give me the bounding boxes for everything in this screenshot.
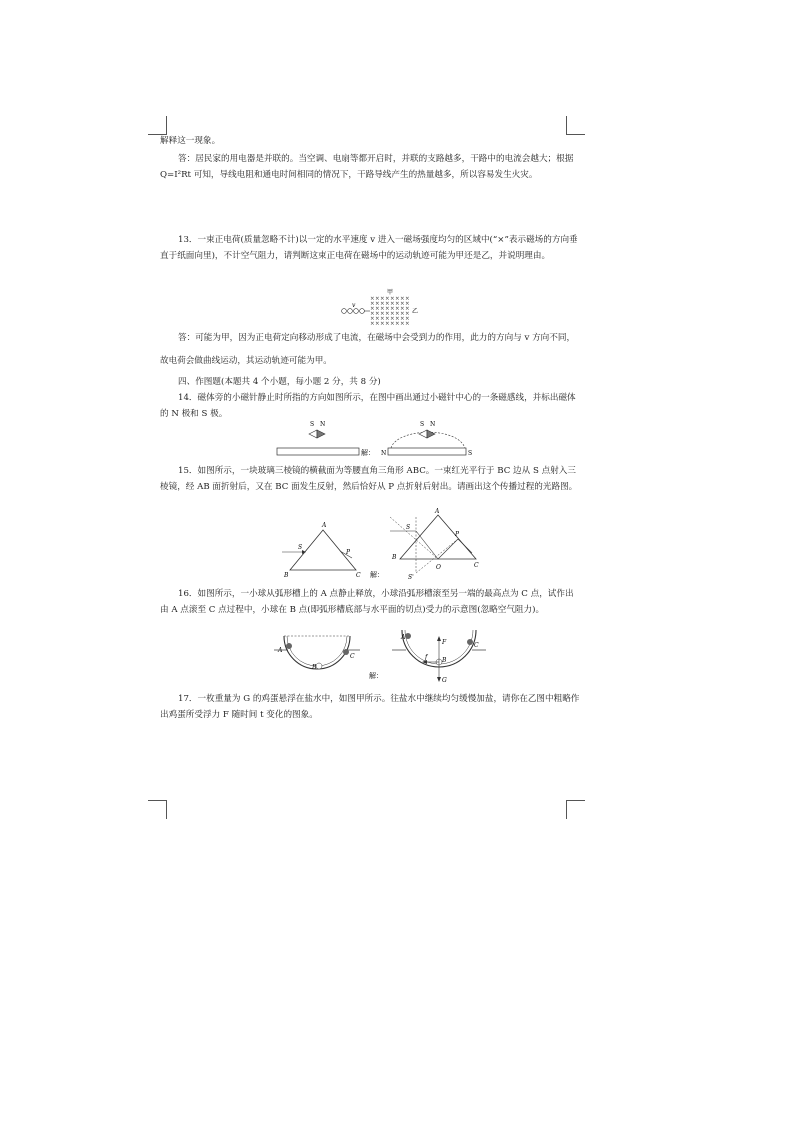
- question-14: 14．磁体旁的小磁针静止时所指的方向如图所示，在图中画出通过小磁针中心的一条磁感线，并标出磁体的 N 极和 S 极。: [160, 393, 576, 419]
- section-4-heading: 四、作图题(本题共 4 个小题，每小题 2 分，共 8 分): [178, 377, 381, 387]
- svg-text:×: ×: [380, 321, 385, 327]
- question-15: 15．如图所示，一块玻璃三棱镜的横截面为等腰直角三角形 ABC。一束红光平行于 BC 边从 S 点射入三棱镜，经 AB 面折射后，又在 BC 面发生反射，然后恰好从 P 点折射后射出。请画出这个传播过程的光路图。: [160, 466, 578, 492]
- svg-text:C: C: [474, 562, 479, 569]
- svg-text:×: ×: [370, 316, 375, 322]
- figure-15-prism: [278, 507, 488, 581]
- svg-text:×: ×: [390, 316, 395, 322]
- label-friction: f: [425, 654, 428, 661]
- label-jia: 甲: [387, 289, 394, 296]
- svg-text:×: ×: [400, 316, 405, 322]
- svg-text:×: ×: [385, 316, 390, 322]
- svg-text:×: ×: [380, 296, 385, 302]
- svg-text:×: ×: [405, 306, 410, 312]
- figure-16-arc-track: [272, 628, 497, 682]
- answer-12: 答：居民家的用电器是并联的。当空调、电扇等都开启时，并联的支路越多，干路中的电流会越大；根据 Q=I²Rt 可知，导线电阻和通电时间相同的情况下，干路导线产生的热量越多，所以容易发生火灾。: [160, 154, 574, 180]
- svg-text:×: ×: [405, 296, 410, 302]
- svg-text:×: ×: [380, 311, 385, 317]
- question-16: 16．如图所示，一小球从弧形槽上的 A 点静止释放，小球沿弧形槽滚至另一端的最高点为 C 点，试作出由 A 点滚至 C 点过程中，小球在 B 点(即弧形槽底部与水平面的切点)受力的示意图(忽略空气阻力)。: [160, 589, 574, 615]
- label-s-answer: S: [468, 450, 473, 457]
- label-jie-15: 解：: [370, 571, 384, 579]
- svg-text:×: ×: [395, 316, 400, 322]
- svg-text:A: A: [435, 508, 440, 515]
- svg-text:×: ×: [380, 301, 385, 307]
- svg-text:N: N: [430, 421, 436, 428]
- svg-text:×: ×: [385, 296, 390, 302]
- label-v: v: [352, 302, 356, 309]
- label-a: A: [322, 522, 327, 529]
- svg-text:×: ×: [390, 306, 395, 312]
- label-p: P: [346, 549, 351, 556]
- label-b: B: [284, 572, 289, 579]
- svg-text:×: ×: [375, 316, 380, 322]
- svg-text:×: ×: [380, 306, 385, 312]
- svg-text:×: ×: [400, 321, 405, 327]
- svg-text:×: ×: [375, 306, 380, 312]
- svg-text:×: ×: [375, 311, 380, 317]
- figure-14-magnet: [275, 418, 485, 460]
- svg-text:S: S: [420, 421, 425, 428]
- label-f: F: [442, 639, 447, 646]
- svg-text:×: ×: [370, 321, 375, 327]
- svg-text:×: ×: [385, 306, 390, 312]
- label-s: S: [310, 421, 315, 428]
- svg-text:×: ×: [395, 311, 400, 317]
- label-s-prime: S': [408, 574, 414, 581]
- svg-text:P: P: [455, 531, 460, 538]
- label-a: A: [278, 647, 283, 654]
- svg-text:×: ×: [390, 311, 395, 317]
- label-jie-14: 解：: [361, 449, 375, 457]
- compass-needle-s: [309, 430, 317, 438]
- svg-text:×: ×: [385, 311, 390, 317]
- crop-mark-bottom-left: [148, 800, 167, 819]
- label-s: S: [298, 544, 303, 551]
- label-c: C: [356, 572, 361, 579]
- svg-text:×: ×: [400, 306, 405, 312]
- magnetic-field-x-marks: [370, 296, 410, 327]
- svg-text:×: ×: [370, 301, 375, 307]
- question-17: 17．一枚重量为 G 的鸡蛋悬浮在盐水中，如图甲所示。往盐水中继续均匀缓慢加盐，请你在乙图中粗略作出鸡蛋所受浮力 F 随时间 t 变化的图象。: [160, 694, 580, 720]
- top-line: 解释这一现象。: [160, 136, 221, 146]
- svg-text:×: ×: [370, 296, 375, 302]
- svg-text:C: C: [474, 642, 479, 649]
- svg-text:×: ×: [405, 321, 410, 327]
- svg-text:A: A: [401, 634, 406, 641]
- svg-text:×: ×: [405, 311, 410, 317]
- svg-text:×: ×: [400, 301, 405, 307]
- answer-13: 答：可能为甲，因为正电荷定向移动形成了电流，在磁场中会受到力的作用，此力的方向与 v 方向不同，故电荷会做曲线运动，其运动轨迹可能为甲。: [160, 333, 576, 366]
- label-n-answer: N: [381, 450, 387, 457]
- label-b: B: [312, 664, 317, 671]
- svg-text:×: ×: [375, 321, 380, 327]
- ball-a: [286, 643, 292, 649]
- svg-text:×: ×: [405, 316, 410, 322]
- svg-text:B: B: [442, 657, 447, 664]
- bar-magnet: [277, 448, 359, 455]
- svg-text:×: ×: [400, 296, 405, 302]
- svg-text:×: ×: [390, 321, 395, 327]
- svg-text:×: ×: [380, 316, 385, 322]
- svg-text:×: ×: [405, 301, 410, 307]
- label-c: C: [350, 653, 355, 660]
- svg-text:×: ×: [370, 311, 375, 317]
- bar-magnet-answer: [388, 448, 466, 455]
- label-yi: 乙: [412, 308, 419, 315]
- svg-text:×: ×: [385, 301, 390, 307]
- label-g: G: [442, 677, 447, 682]
- label-jie-16: 解：: [369, 672, 383, 680]
- svg-text:×: ×: [370, 306, 375, 312]
- question-13: 13．一束正电荷(质量忽略不计)以一定的水平速度 v 进入一磁场强度均匀的区域中(“×”表示磁场的方向垂直于纸面向里)，不计空气阻力，请判断这束正电荷在磁场中的运动轨迹可能为甲还是乙，并说明理由。: [160, 235, 578, 261]
- svg-text:×: ×: [395, 306, 400, 312]
- svg-text:B: B: [392, 554, 397, 561]
- label-o: O: [436, 564, 441, 571]
- prism-triangle-answer: [400, 515, 476, 559]
- figure-13-magnetic-field: [340, 287, 450, 329]
- crop-mark-bottom-right: [566, 800, 585, 819]
- svg-text:×: ×: [400, 311, 405, 317]
- charge-circles: [342, 309, 365, 314]
- svg-text:×: ×: [395, 321, 400, 327]
- svg-text:×: ×: [375, 301, 380, 307]
- svg-text:S: S: [406, 524, 411, 531]
- label-n: N: [320, 421, 326, 428]
- svg-text:×: ×: [395, 301, 400, 307]
- svg-text:×: ×: [390, 296, 395, 302]
- svg-text:×: ×: [390, 301, 395, 307]
- compass-needle-n: [317, 430, 325, 438]
- svg-text:×: ×: [395, 296, 400, 302]
- svg-text:×: ×: [385, 321, 390, 327]
- svg-text:×: ×: [375, 296, 380, 302]
